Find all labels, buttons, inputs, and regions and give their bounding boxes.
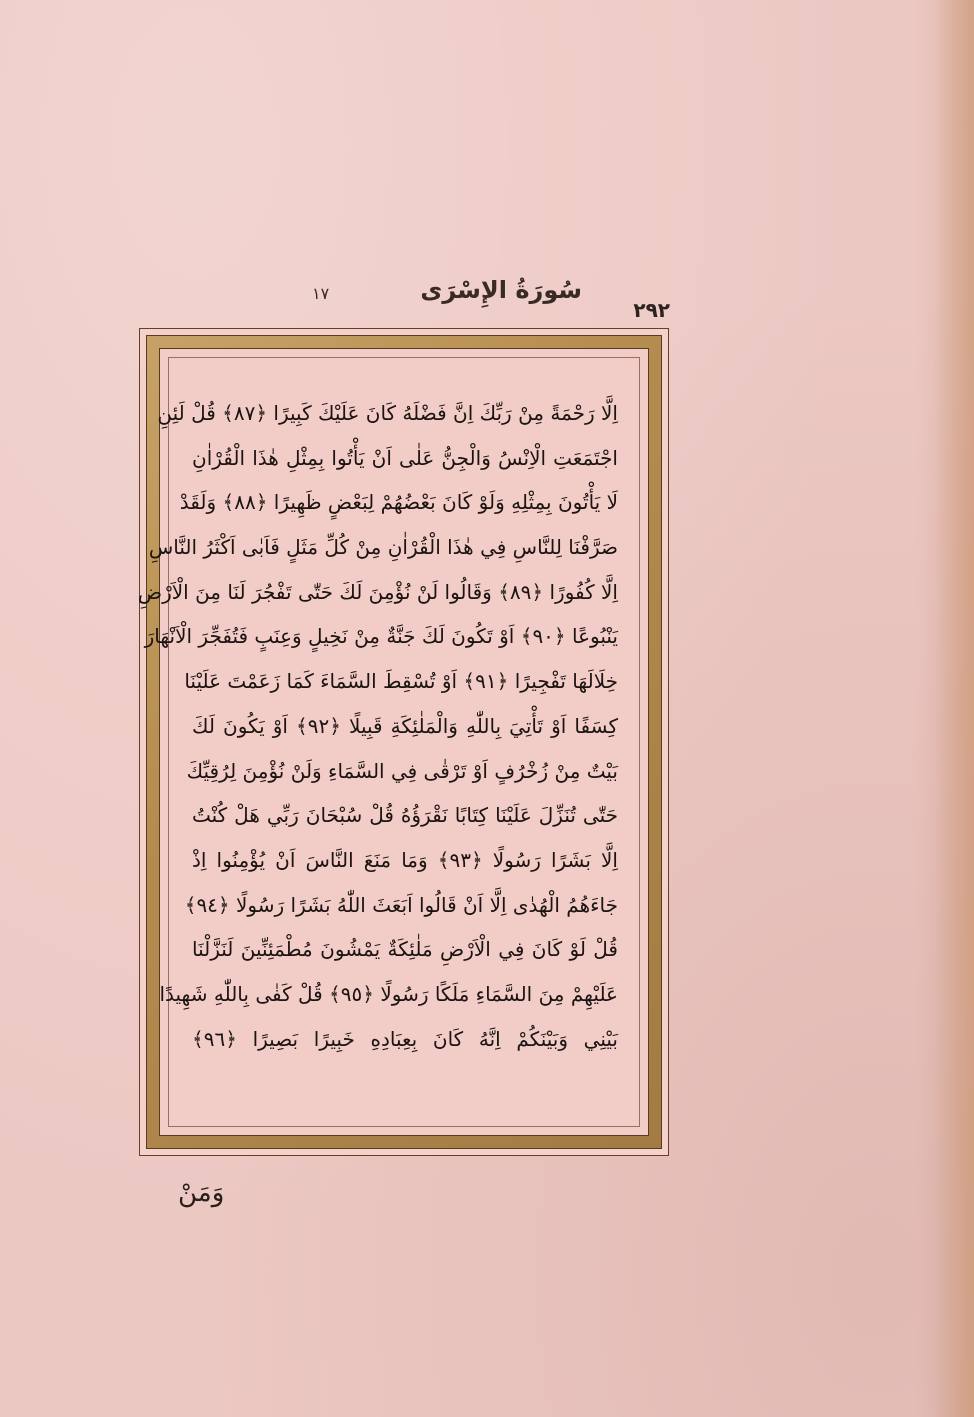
text-line-12: جَاءَهُمُ الْهُدٰى اِلَّا اَنْ قَالُوا اَبَعَثَ اللّٰهُ بَشَرًا رَسُولًا ﴿٩٤﴾ [184, 892, 618, 917]
quran-text-block [137, 391, 618, 1107]
text-line-9: بَيْتٌ مِنْ زُخْرُفٍ اَوْ تَرْقٰى فِي السَّمَاءِ وَلَنْ نُؤْمِنَ لِرُقِيِّكَ [186, 758, 618, 783]
book-spine-shadow [934, 0, 974, 1417]
surah-title: سُورَةُ الإِسْرَى [420, 276, 582, 304]
text-panel [137, 348, 649, 1136]
text-line-10: حَتّٰى تُنَزِّلَ عَلَيْنَا كِتَابًا نَقْرَؤُهُ قُلْ سُبْحَانَ رَبِّي هَلْ كُنْتُ [192, 803, 618, 828]
text-line-1: اِلَّا رَحْمَةً مِنْ رَبِّكَ اِنَّ فَضْلَهُ كَانَ عَلَيْكَ كَبِيرًا ﴿٨٧﴾ قُلْ لَئِنِ [157, 401, 618, 425]
text-line-7: خِلَالَهَا تَفْجِيرًا ﴿٩١﴾ اَوْ تُسْقِطَ السَّمَاءَ كَمَا زَعَمْتَ عَلَيْنَا [184, 669, 618, 694]
ornamental-frame [139, 328, 669, 1156]
text-line-11: اِلَّا بَشَرًا رَسُولًا ﴿٩٣﴾ وَمَا مَنَعَ النَّاسَ اَنْ يُؤْمِنُوا اِذْ [192, 847, 618, 872]
text-line-2: اجْتَمَعَتِ الْاِنْسُ وَالْجِنُّ عَلٰى اَنْ يَأْتُوا بِمِثْلِ هٰذَا الْقُرْاٰنِ [192, 445, 618, 470]
catchword: وَمَنْ [178, 1178, 225, 1208]
text-line-6: يَنْبُوعًا ﴿٩٠﴾ اَوْ تَكُونَ لَكَ جَنَّةٌ مِنْ نَخِيلٍ وَعِنَبٍ فَتُفَجِّرَ الْاَنْهَارَ [144, 624, 618, 649]
text-line-15: بَيْنِي وَبَيْنَكُمْ اِنَّهُ كَانَ بِعِبَادِهِ خَبِيرًا بَصِيرًا ﴿٩٦﴾ [192, 1026, 618, 1051]
gold-border [137, 335, 662, 1149]
juz-number: ١٧ [312, 284, 330, 303]
text-line-5: اِلَّا كُفُورًا ﴿٨٩﴾ وَقَالُوا لَنْ نُؤْمِنَ لَكَ حَتّٰى تَفْجُرَ لَنَا مِنَ الْاَرْضِ [137, 579, 618, 604]
text-line-4: صَرَّفْنَا لِلنَّاسِ فِي هٰذَا الْقُرْاٰنِ مِنْ كُلِّ مَثَلٍ فَاَبٰى اَكْثَرُ النَّاسِ [148, 535, 618, 560]
text-line-3: لَا يَأْتُونَ بِمِثْلِهِ وَلَوْ كَانَ بَعْضُهُمْ لِبَعْضٍ ظَهِيرًا ﴿٨٨﴾ وَلَقَدْ [179, 490, 618, 515]
page-number: ٢٩٢ [633, 298, 670, 322]
page-header [300, 276, 670, 324]
text-line-14: عَلَيْهِمْ مِنَ السَّمَاءِ مَلَكًا رَسُولًا ﴿٩٥﴾ قُلْ كَفٰى بِاللّٰهِ شَهِيدًا [159, 981, 618, 1006]
text-line-8: كِسَفًا اَوْ تَأْتِيَ بِاللّٰهِ وَالْمَلٰئِكَةِ قَبِيلًا ﴿٩٢﴾ اَوْ يَكُونَ لَكَ [192, 713, 618, 738]
text-line-13: قُلْ لَوْ كَانَ فِي الْاَرْضِ مَلٰئِكَةٌ يَمْشُونَ مُطْمَئِنِّينَ لَنَزَّلْنَا [192, 937, 618, 962]
